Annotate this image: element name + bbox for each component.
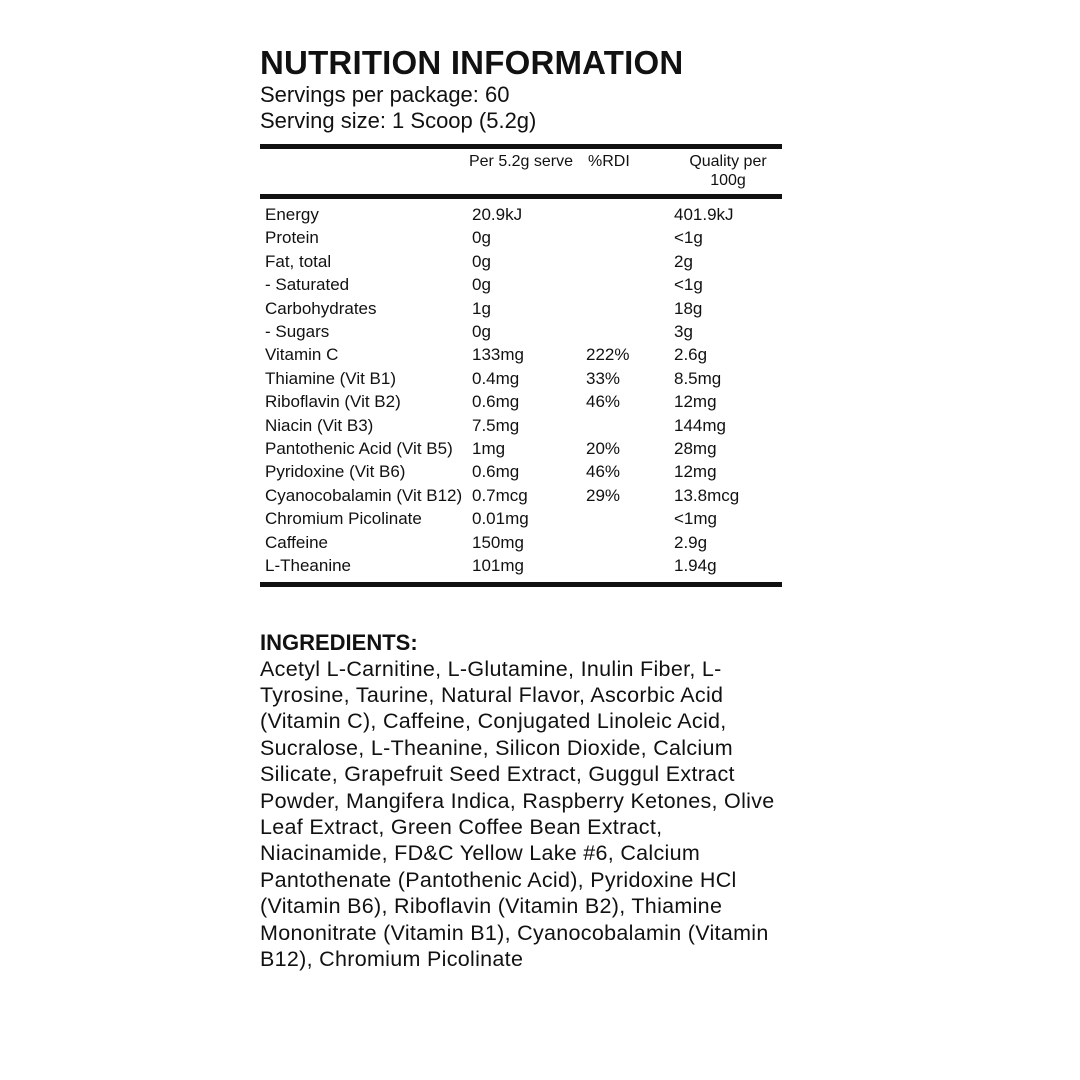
per-100g-value: 401.9kJ	[674, 205, 734, 224]
nutrient-name: Thiamine (Vit B1)	[265, 368, 397, 388]
rdi-value: 46%	[586, 462, 621, 482]
per-100g-value: 18g	[674, 298, 703, 318]
nutrient-name: Cyanocobalamin (Vit B12)	[265, 485, 463, 505]
per-100g-value: 2g	[674, 251, 693, 271]
per-serve-value: 0g	[472, 251, 491, 271]
nutrition-title: NUTRITION INFORMATION	[260, 44, 684, 81]
table-header	[260, 149, 782, 199]
table-body	[260, 199, 782, 582]
servings-per-package: Servings per package: 60	[260, 82, 510, 107]
column-header-rdi: %RDI	[588, 153, 630, 170]
nutrient-name: Pyridoxine (Vit B6)	[265, 462, 406, 482]
column-header-per-serve: Per 5.2g serve	[468, 153, 574, 170]
rdi-value: 20%	[586, 439, 621, 459]
rdi-value	[584, 226, 674, 249]
per-serve-value: 0.6mg	[472, 392, 520, 412]
per-100g-value: <1mg	[674, 509, 717, 529]
nutrient-name: Niacin (Vit B3)	[265, 415, 374, 435]
table-row	[260, 437, 782, 460]
nutrient-name: - Sugars	[265, 322, 330, 342]
rdi-value	[584, 507, 674, 530]
table-row	[260, 460, 782, 483]
column-header-nutrient	[260, 152, 468, 194]
rdi-value	[584, 414, 674, 437]
per-100g-value: 12mg	[674, 462, 717, 482]
nutrient-name: Carbohydrates	[265, 298, 377, 318]
table-row	[260, 203, 782, 226]
table-row	[260, 250, 782, 273]
per-100g-value: 2.6g	[674, 345, 708, 365]
rdi-value: 29%	[586, 485, 621, 505]
rdi-value	[584, 250, 674, 273]
per-serve-value: 0g	[472, 322, 491, 342]
per-serve-value: 150mg	[472, 532, 524, 552]
per-serve-value: 0.01mg	[472, 509, 529, 529]
rdi-value	[584, 203, 674, 226]
per-serve-value: 20.9kJ	[472, 205, 523, 224]
per-100g-value: 2.9g	[674, 532, 708, 552]
table-row	[260, 507, 782, 530]
per-serve-value: 0.4mg	[472, 368, 520, 388]
ingredients-list: Acetyl L-Carnitine, L-Glutamine, Inulin Fiber, L-Tyrosine, Taurine, Natural Flavor, Ascorbic Acid (Vitamin C), Caffeine, Conjugated Linoleic Acid, Sucralose, L-Theanine, Silicon Dioxide, Calcium Silicate, Grapefruit Seed Extract, Guggul Extract Powder, Mangifera Indica, Raspberry Ketones, Olive Leaf Extract, Green Coffee Bean Extract, Niacinamide, FD&C Yellow Lake #6, Calcium Pantothenate (Pantothenic Acid), Pyridoxine HCl (Vitamin B6), Riboflavin (Vitamin B2), Thiamine Mononitrate (Vitamin B1), Cyanocobalamin (Vitamin B12), Chromium Picolinate	[260, 656, 775, 971]
rdi-value	[584, 531, 674, 554]
nutrient-name: Riboflavin (Vit B2)	[265, 392, 401, 412]
column-header-per-100g: Quality per 100g	[689, 153, 767, 189]
table-row	[260, 367, 782, 390]
serving-size: Serving size: 1 Scoop (5.2g)	[260, 108, 537, 133]
per-100g-value: 144mg	[674, 415, 726, 435]
table-row	[260, 531, 782, 554]
per-serve-value: 1g	[472, 298, 491, 318]
nutrient-name: Fat, total	[265, 251, 332, 271]
table-row	[260, 554, 782, 577]
rdi-value	[584, 273, 674, 296]
rdi-value	[584, 320, 674, 343]
nutrition-table	[260, 144, 782, 587]
per-100g-value: 28mg	[674, 439, 717, 459]
per-100g-value: 13.8mcg	[674, 485, 740, 505]
table-row	[260, 390, 782, 413]
nutrient-name: Caffeine	[265, 532, 329, 552]
nutrient-name: Pantothenic Acid (Vit B5)	[265, 439, 453, 459]
per-100g-value: <1g	[674, 228, 703, 248]
per-100g-value: 3g	[674, 322, 693, 342]
per-serve-value: 0.7mcg	[472, 485, 528, 505]
table-row	[260, 414, 782, 437]
rdi-value	[584, 554, 674, 577]
per-serve-value: 0g	[472, 228, 491, 248]
per-serve-value: 0.6mg	[472, 462, 520, 482]
per-100g-value: <1g	[674, 275, 703, 295]
nutrient-name: Protein	[265, 228, 319, 248]
per-100g-value: 12mg	[674, 392, 717, 412]
per-serve-value: 101mg	[472, 556, 524, 576]
per-serve-value: 1mg	[472, 439, 506, 459]
nutrient-name: L-Theanine	[265, 556, 352, 576]
nutrient-name: Energy	[265, 205, 319, 224]
table-row	[260, 484, 782, 507]
per-serve-value: 133mg	[472, 345, 524, 365]
nutrient-name: - Saturated	[265, 275, 350, 295]
rdi-value: 33%	[586, 368, 621, 388]
per-serve-value: 0g	[472, 275, 491, 295]
nutrient-name: Chromium Picolinate	[265, 509, 422, 529]
nutrient-name: Vitamin C	[265, 345, 339, 365]
per-100g-value: 1.94g	[674, 556, 717, 576]
rdi-value: 46%	[586, 392, 621, 412]
ingredients-heading: INGREDIENTS:	[260, 629, 418, 655]
rdi-value	[584, 297, 674, 320]
table-row	[260, 343, 782, 366]
rdi-value: 222%	[586, 345, 630, 365]
table-row	[260, 273, 782, 296]
per-100g-value: 8.5mg	[674, 368, 722, 388]
per-serve-value: 7.5mg	[472, 415, 520, 435]
nutrition-panel	[260, 44, 784, 972]
table-row	[260, 297, 782, 320]
ingredients-section	[260, 629, 784, 973]
table-row	[260, 226, 782, 249]
table-row	[260, 320, 782, 343]
